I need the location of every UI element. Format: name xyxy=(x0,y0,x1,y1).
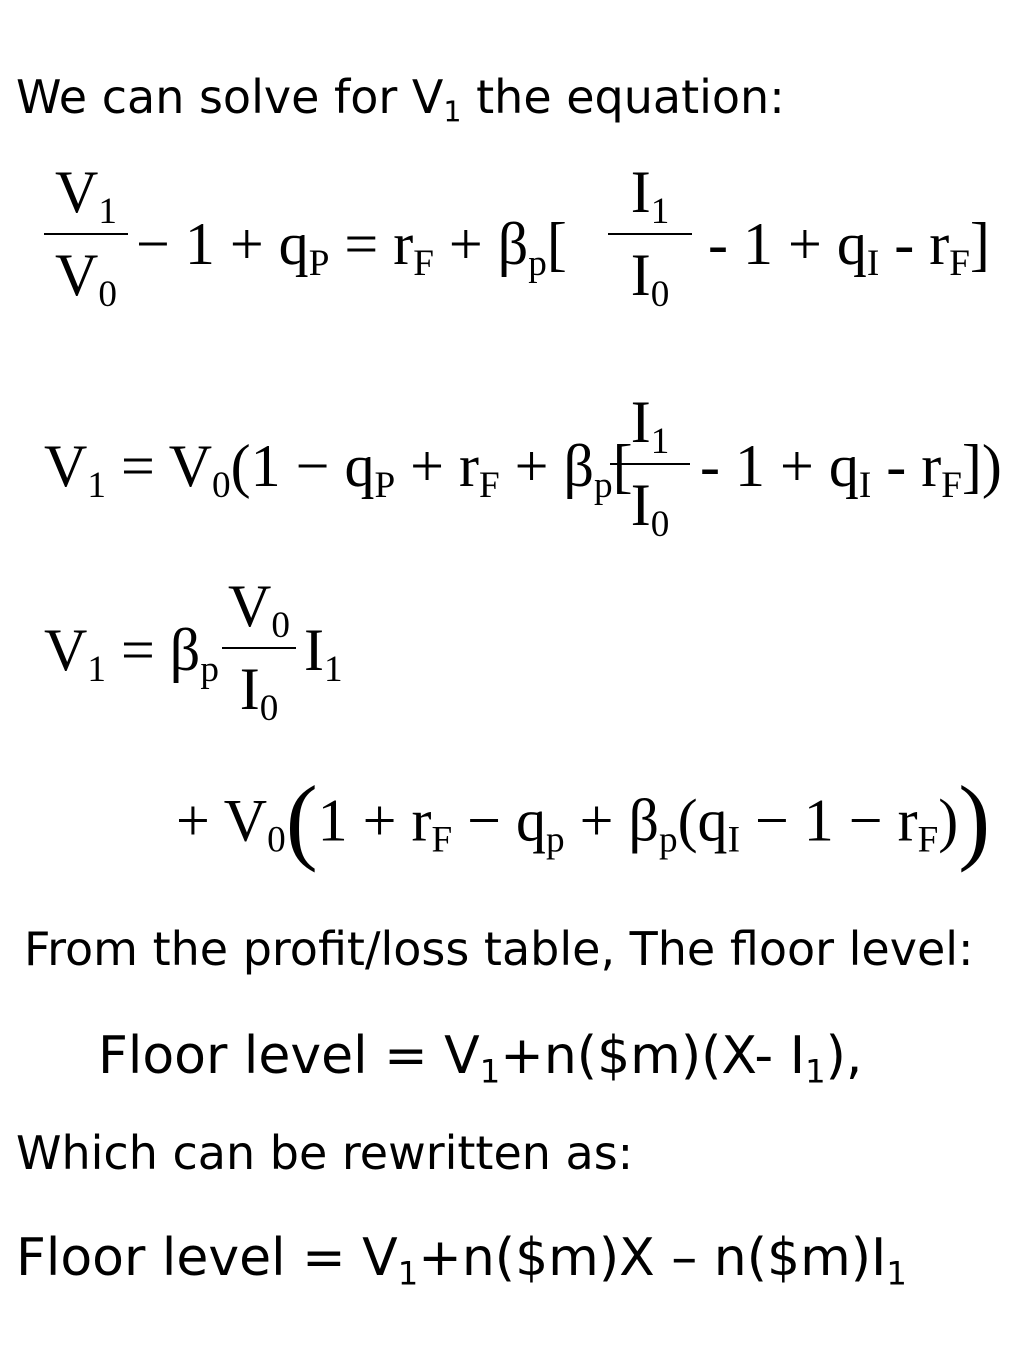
floor-level-equation-1: Floor level = $V_1+n(\$m)(X-$ $I_1$), xyxy=(98,1026,863,1091)
fraction-bar xyxy=(44,233,128,235)
from-text: From the profit/loss table, The floor level: xyxy=(24,922,974,976)
rewrite-text: Which can be rewritten as: xyxy=(16,1126,634,1180)
eq1-fraction-v: $V_1$ $V_0$ xyxy=(44,158,128,310)
eq1-middle: − $1 + q_P = r_F + \beta_p$[ xyxy=(136,211,567,285)
fraction-bar xyxy=(608,233,692,235)
eq3-left: $V_1 = \beta_p$ xyxy=(44,617,219,691)
floor-level-equation-2: Floor level = $V_1+n(\$m)X$ – $n(\$m)I_1$ xyxy=(16,1228,907,1293)
eq1-fraction-i: $I_1$ $I_0$ xyxy=(608,158,692,310)
equation-4: + $V_0(1 + r_F - q_p + \beta_p(q_I - 1 - r_F))$ xyxy=(176,766,991,873)
eq2-fraction-i: $I_1$ $I_0$ xyxy=(610,388,690,540)
eq3-fraction: $V_0$ $I_0$ xyxy=(222,572,296,724)
eq3-right: $I_1$ xyxy=(304,617,343,691)
eq2-left: $V_1 = V_0(1 - q_P + r_F + \beta_p$[ xyxy=(44,433,633,507)
fraction-bar xyxy=(222,647,296,649)
fraction-bar xyxy=(610,463,690,465)
intro-text: We can solve for $V_1$ the equation: xyxy=(16,70,785,129)
eq1-rest: - $1 + q_I - r_F$] xyxy=(708,211,990,285)
eq2-right: - $1 + q_I - r_F$]) xyxy=(700,433,1002,507)
